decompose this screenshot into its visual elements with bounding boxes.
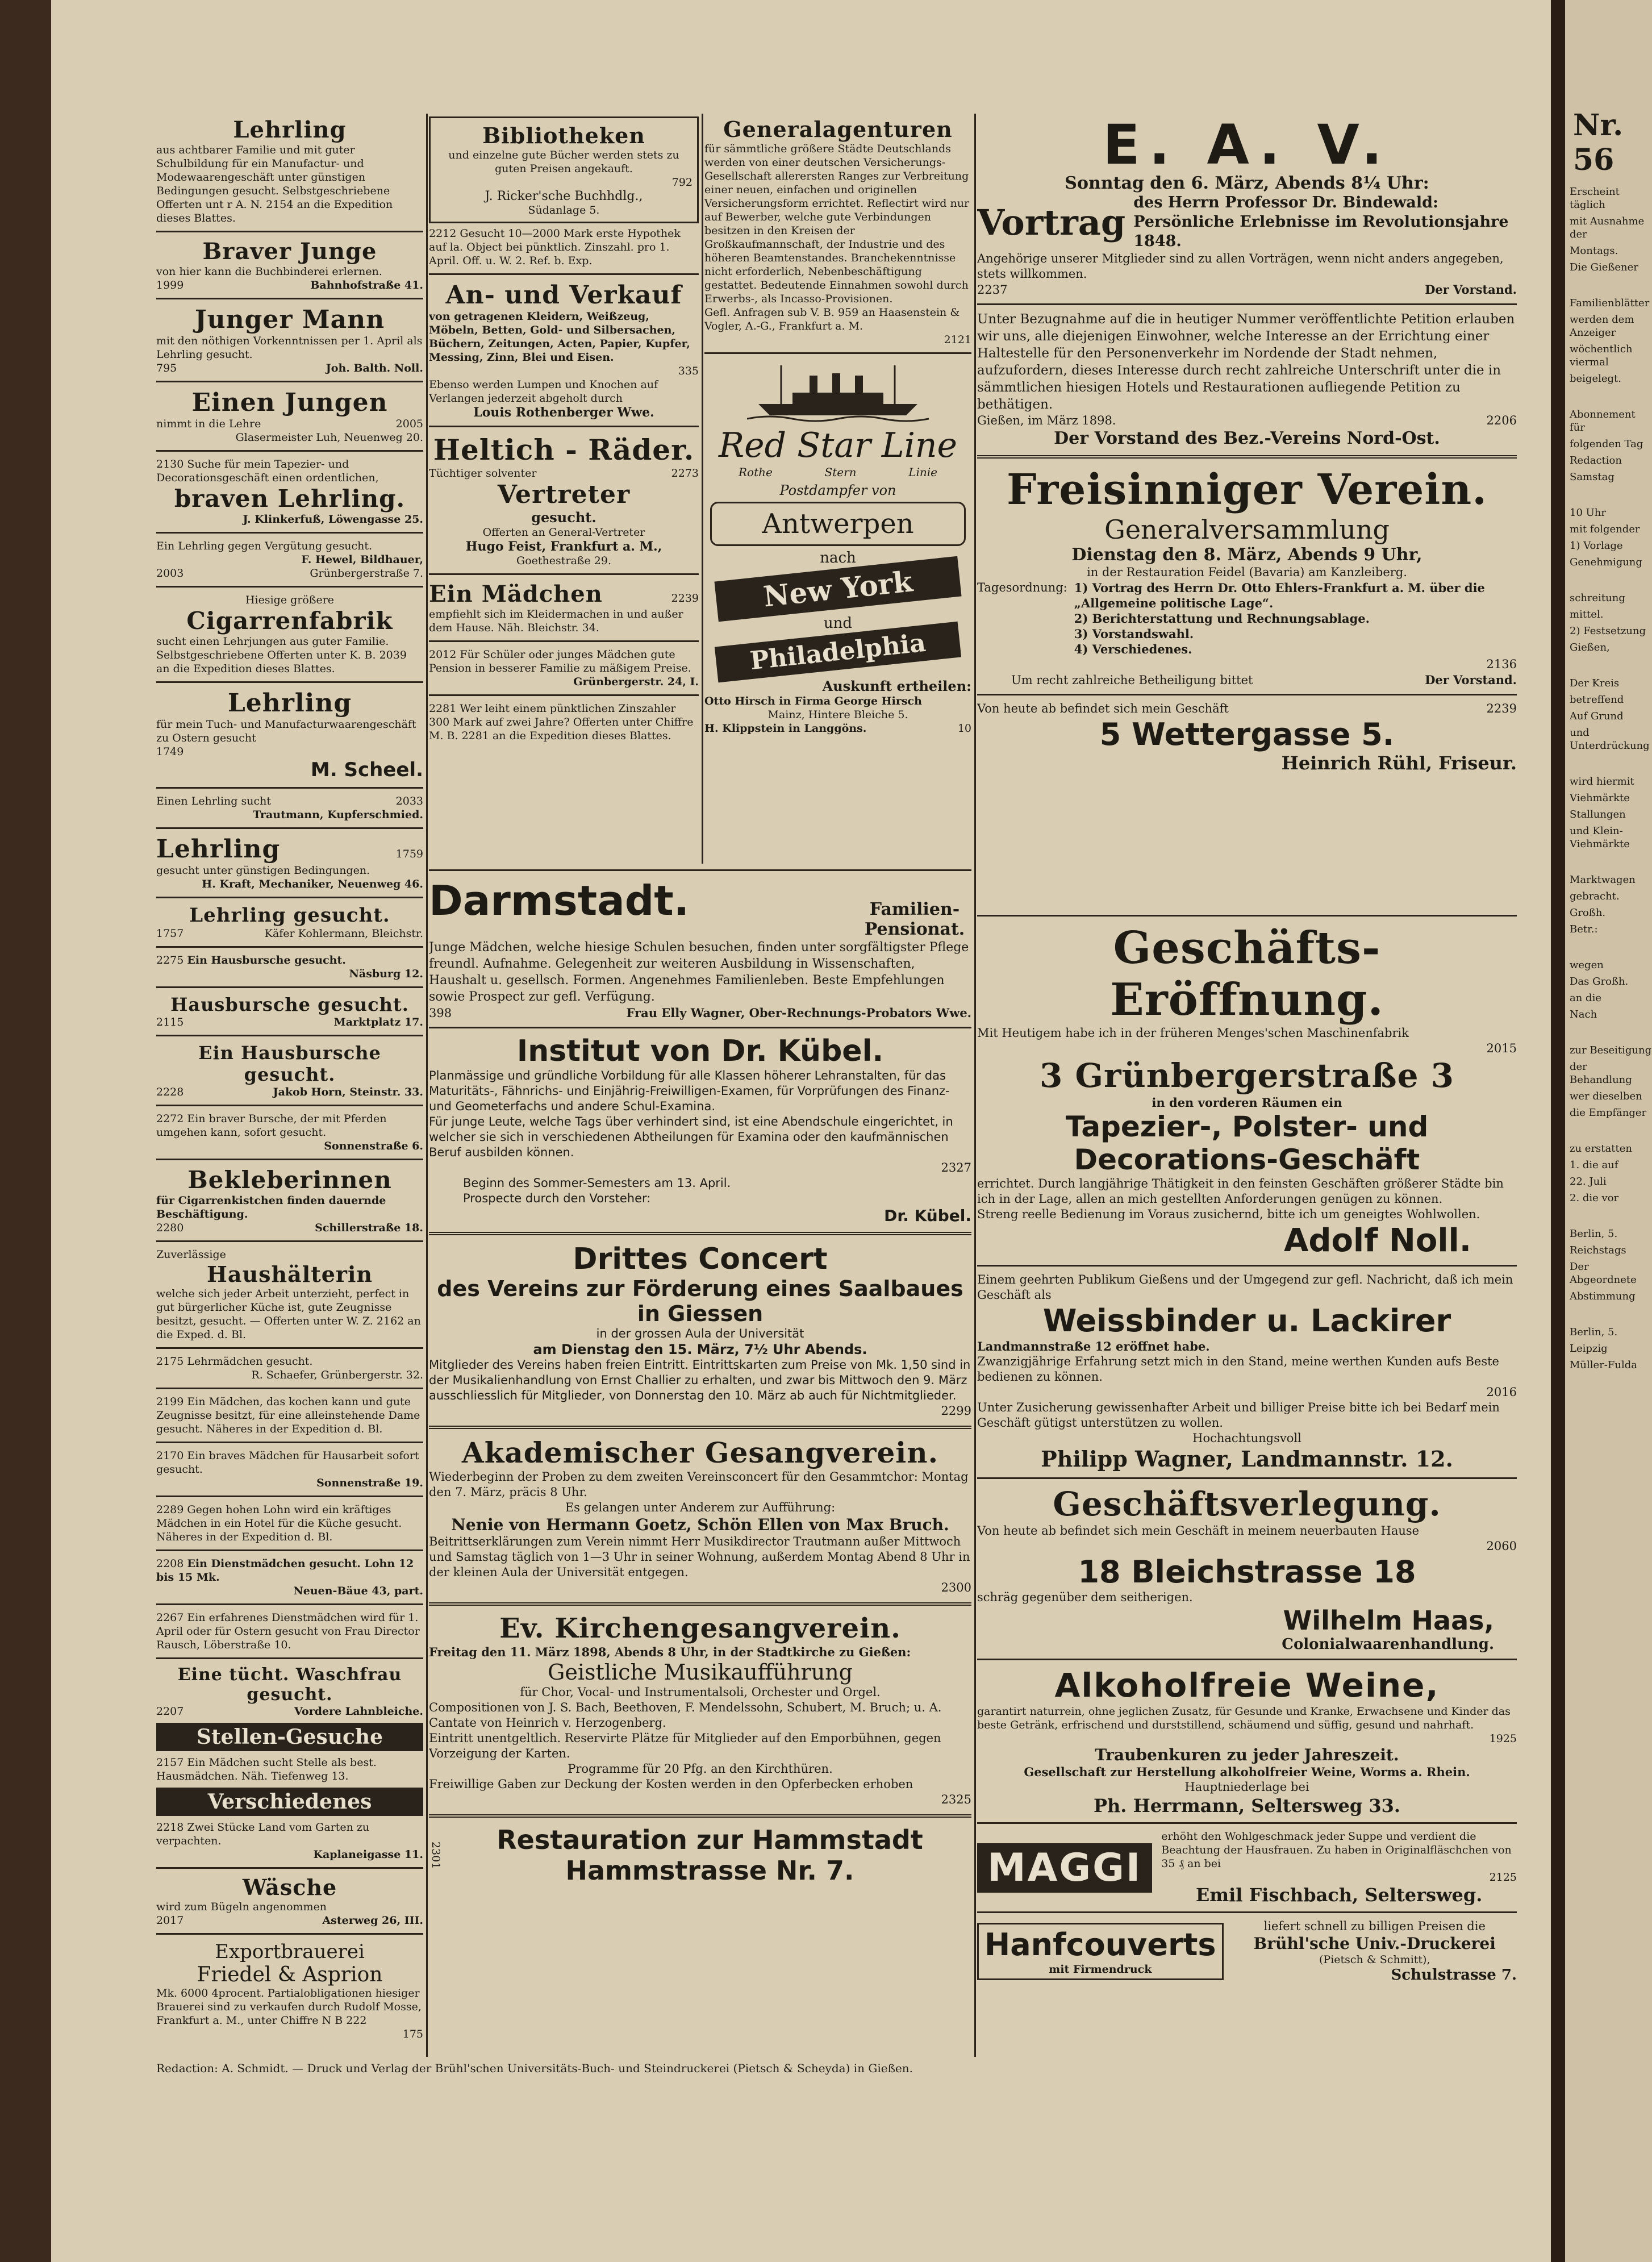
adjacent-page-line: 2) Festsetzung [1570,625,1646,637]
agenda-item: 3) Vorstandswahl. [1074,627,1194,641]
ad-einen-jungen: Einen Jungen nimmt in die Lehre 2005 Glasermeister Luh, Neuenweg 20. [156,388,423,444]
adjacent-page-line: Die Gießener [1570,261,1638,273]
adjacent-page-text [1565,185,1652,1372]
adjacent-page-line: wöchentlich viermal [1570,343,1633,368]
ad-braver-junge: Braver Junge von hier kann die Buchbinderei erlernen. 1999 Bahnhofstraße 41. [156,238,423,291]
hanfcouverts-logo: Hanfcouverts [984,1926,1216,1963]
ad-lehrling: Lehrling aus achtbarer Familie und mit guter Schulbildung für ein Manufactur- und Modewaarengeschäft unter günstigen Bedingungen gesucht. Selbstgeschriebene Offerten unt r A. N. 2154 an die Expedition dieses Blattes. [156,116,393,224]
adjacent-page-line: mit Ausnahme der [1570,215,1645,240]
column-1 [156,116,423,2060]
ad-darlehen: 2281 Wer leiht einem pünktlichen Zinszahler 300 Mark auf zwei Jahre? Offerten unter Chiffre M. B. 2281 an die Expedition dieses Blattes. [429,702,694,742]
ad-maedchen-1: 2199 Ein Mädchen, das kochen kann und gute Zeugnisse besitzt, für eine alleinstehende Dame gesucht. Näheres in der Expedition d. Bl. [156,1395,420,1435]
ad-lehrling-kupfer: Einen Lehrling sucht 2033 Trautmann, Kupferschmied. [156,795,423,821]
ad-maedchen-2: 2170 Ein braves Mädchen für Hausarbeit sofort gesucht. Sonnenstraße 19. [156,1449,423,1489]
adjacent-page-line: Der Kreis [1570,677,1620,689]
ad-institut-kuebel: Institut von Dr. Kübel. Planmässige und gründliche Vorbildung für alle Klassen höherer Lehranstalten, für das Maturitäts-, Fähnrichs- und Einjährig-Freiwilligen-Examen, für Vorprüfungen des Finanz- und Geometerfachs und andere Schul-Examina. Für junge Leute, welche Tags über verhindert sind, ist eine Abendschule eingerichtet, in welcher sie sich in verschiedenen Abtheilungen für Examina oder den kaufmännischen Beruf ausbilden können. 2327 Beginn des Sommer-Semesters am 13. April. Prospecte durch den Vorsteher: Dr. Kübel. [429,1034,971,1225]
ad-hausbursche-1: 2275 Ein Hausbursche gesucht. Näsburg 12. [156,954,423,980]
column-rule [426,114,428,2057]
adjacent-page-line: Auf Grund [1570,710,1624,722]
ad-generalagenturen: Generalagenturen für sämmtliche größere Städte Deutschlands werden von einer deutschen Versicherungs-Gesellschaft allerersten Ranges zur Verbreitung einer neuen, einfachen und originellen Versicherungsform errichtet. Reflectirt wird nur auf Bewerber, welche gute Verbindungen besitzen in den Kreisen der Großkaufmannschaft, der Industrie und des höheren Beamtenstandes. Branchekenntnisse nicht erforderlich, Nebenbeschäftigung gestattet. Bedeutende Einnahmen sowohl durch Erwerbs-, als Incasso-Provisionen. Gefl. Anfragen sub V. B. 959 an Haasenstein & Vogler, A.-G., Frankfurt a. M. 2121 [704,116,971,346]
adjacent-page-line: Berlin, 5. [1570,1228,1618,1240]
adjacent-page-line: Gießen, [1570,641,1610,653]
ad-bursche: 2272 Ein braver Bursche, der mit Pferden umgehen kann, sofort gesucht. Sonnenstraße 6. [156,1113,423,1152]
adjacent-page-line: Großh. [1570,907,1606,919]
ad-lehrmaedchen: 2175 Lehrmädchen gesucht. R. Schaefer, Grünbergerstr. 32. [156,1355,423,1381]
adjacent-page-line: und Unterdrückung [1570,727,1650,752]
adjacent-page-line: und Klein-Viehmärkte [1570,825,1630,850]
ad-kirchengesangverein: Ev. Kirchengesangverein. Freitag den 11. März 1898, Abends 8 Uhr, in der Stadtkirche zu Gießen: Geistliche Musikaufführung für Chor, Vocal- und Instrumentalsoli, Orchester und Orgel. Compositionen von J. S. Bach, Beethoven, F. Mendelssohn, Schubert, M. Bruch; u. A. Cantate von Heinrich v. Herzogenberg. Eintritt unentgeltlich. Reservirte Plätze für Mitglieder auf den Emporbühnen, gegen Vorzeigung der Karten. Programme für 20 Pfg. an den Kirchthüren. Freiwillige Gaben zur Deckung der Kosten werden in den Opferbecken erhoben 2325 [429,1613,971,1806]
adjacent-page-line: mit folgender [1570,523,1640,535]
ad-pension: 2012 Für Schüler oder junges Mädchen gute Pension in besserer Familie zu mäßigem Preise. Grünbergerstr. 24, I. [429,648,699,688]
ad-bibliotheken: Bibliotheken und einzelne gute Bücher werden stets zu guten Preisen angekauft. 792 J. Ricker'sche Buchhdlg., Südanlage 5. [429,116,699,223]
ad-junger-mann: Junger Mann mit den nöthigen Vorkenntnissen per 1. April als Lehrling gesucht. 795 Joh. Balth. Noll. [156,305,423,374]
adjacent-page-line: Viehmärkte [1570,792,1630,804]
ad-wettergasse: Von heute ab befindet sich mein Geschäft 2239 5 Wettergasse 5. Heinrich Rühl, Friseur. [977,702,1517,774]
adjacent-page-line: 1. die auf [1570,1159,1618,1171]
column-3 [704,116,971,867]
adjacent-page-line: Stallungen [1570,809,1626,820]
ad-lehrling-vergütung: Ein Lehrling gegen Vergütung gesucht. F. Hewel, Bildhauer, 2003 Grünbergerstraße 7. [156,540,423,580]
ad-eav: E. A. V. Sonntag den 6. März, Abends 8¼ Uhr: Vortrag des Herrn Professor Dr. Bindewald: Persönliche Erlebnisse im Revolutionsjahre 1848. Angehörige unserer Mitglieder sind zu allen Vorträgen, wenn nicht anders angegeben, stets willkommen. 2237 Der Vorstand. [977,116,1517,297]
ad-lehrling-mechaniker: Lehrling 1759 gesucht unter günstigen Bedingungen. H. Kraft, Mechaniker, Neuenweg 46. [156,835,423,890]
adjacent-page-line: zu erstatten [1570,1143,1632,1155]
agenda-list [1074,580,1517,657]
ad-darmstadt-pensionat: Darmstadt. Familien-Pensionat. Junge Mädchen, welche hiesige Schulen besuchen, finden unter sorgfältigster Pflege freundl. Aufnahme. Gelegenheit zur weiteren Ausbildung in Wissenschaften, Haushalt u. gesellsch. Formen. Angenehmes Familienleben. Beste Empfehlungen sowie Prospect zur gefl. Verfügung. 398 Frau Elly Wagner, Ober-Rechnungs-Probators Wwe. [429,877,971,1020]
adjacent-page-line: wegen [1570,959,1604,971]
adjacent-page-line: 2. die vor [1570,1192,1619,1204]
binding-gutter [1551,0,1565,2262]
adjacent-page-line: Nach [1570,1009,1597,1020]
ad-an-und-verkauf: An- und Verkauf von getragenen Kleidern, Weißzeug, Möbeln, Betten, Gold- und Silbersachen, Büchern, Zeitungen, Acten, Papier, Kupfer, Messing, Zinn, Blei und Eisen. 335 Ebenso werden Lumpen und Knochen auf Verlangen jederzeit abgeholt durch Louis Rothenberger Wwe. [429,281,699,420]
adjacent-page-line: Abstimmung [1570,1290,1636,1302]
adjacent-page-line: der Behandlung [1570,1061,1632,1086]
adjacent-page-line: mittel. [1570,609,1604,620]
adjacent-page-line: Leipzig [1570,1343,1608,1355]
ad-land: 2218 Zwei Stücke Land vom Garten zu verpachten. Kaplaneigasse 11. [156,1821,423,1861]
ad-dienstmaedchen: 2208 Ein Dienstmädchen gesucht. Lohn 12 bis 15 Mk. Neuen-Bäue 43, part. [156,1557,423,1597]
imprint-footer: Redaction: A. Schmidt. — Druck und Verlag der Brühl'schen Universitäts-Buch- und Steindruckerei (Pietsch & Scheyda) in Gießen. [156,2061,913,2075]
adjacent-page-line: Berlin, 5. [1570,1326,1618,1338]
ad-lehrling-tuch: Lehrling für mein Tuch- und Manufacturwaarengeschäft zu Ostern gesucht 1749 M. Scheel. [156,689,423,781]
ad-restauration-hammstadt: 2301 Restauration zur Hammstadt Hammstrasse Nr. 7. [429,1824,923,1886]
ad-geschaeftsverlegung: Geschäftsverlegung. Von heute ab befindet sich mein Geschäft in meinem neuerbauten Hause 2060 18 Bleichstrasse 18 schräg gegenüber dem seitherigen. Wilhelm Haas, Colonialwaarenhandlung. [977,1485,1517,1653]
adjacent-page-line: 1) Vorlage [1570,540,1623,552]
column-rule [974,114,976,2057]
ad-exportbrauerei: Exportbrauerei Friedel & Asprion Mk. 6000 4procent. Partialobligationen hiesiger Brauerei sind zu verkaufen durch Rudolf Mosse, Frankfurt a. M., unter Chiffre N B 222 175 [156,1940,423,2040]
ad-alkoholfreie-weine: Alkoholfreie Weine, garantirt naturrein, ohne jeglichen Zusatz, für Gesunde und Kranke, Erwachsene und Kinder das beste Getränk, erfrischend und durststillend, schäumend und süffig, gesund und nahrhaft. 1925 Traubenkuren zu jeder Jahreszeit. Gesellschaft zur Herstellung alkoholfreier Weine, Worms a. Rhein. Hauptniederlage bei Ph. Herrmann, Seltersweg 33. [977,1666,1517,1817]
ad-hanfcouverts: Hanfcouverts mit Firmendruck liefert schnell zu billigen Preisen die Brühl'sche Univ.-Druckerei (Pietsch & Schmitt), Schulstrasse 7. [977,1919,1517,1984]
ad-haushaelterin: Zuverlässige Haushälterin welche sich jeder Arbeit unterzieht, perfect in gut bürgerlicher Küche ist, gute Zeugnisse besitzt, gesucht. — Offerten unter W. Z. 2162 an die Exped. d. Bl. [156,1248,421,1341]
ad-drittes-concert: Drittes Concert des Vereins zur Förderung eines Saalbaues in Giessen in der grossen Aula der Universität am Dienstag den 15. März, 7½ Uhr Abends. Mitglieder des Vereins haben freien Eintritt. Eintrittskarten zum Preise von Mk. 1,50 sind in der Musikalienhandlung von Ernst Challier zu erhalten, und zwar bis Mittwoch den 9. März ausschliesslich für Mitglieder, von Donnerstag den 10. März ab auch für Nichtmitglieder. 2299 [429,1242,971,1418]
adjacent-page-line: Abonnement für [1570,409,1636,434]
adjacent-page-line: folgenden Tag [1570,438,1643,450]
steamship-icon [747,360,929,422]
ad-cigarrenfabrik: Hiesige größere Cigarrenfabrik sucht einen Lehrjungen aus guter Familie. Selbstgeschriebene Offerten unter K. B. 2039 an die Expedition dieses Blattes. [156,594,407,675]
adjacent-page-line: wird hiermit [1570,776,1634,788]
adjacent-page-line: gebracht. [1570,890,1620,902]
ad-hypothek: 2212 Gesucht 10—2000 Mark erste Hypothek auf la. Object bei pünktlich. Zinszahl. pro 1. April. Off. u. W. 2. Ref. b. Exp. [429,227,681,267]
ad-hausbursche-3: Ein Hausbursche gesucht. 2228 Jakob Horn, Steinstr. 33. [156,1042,423,1098]
ad-ein-maedchen: Ein Mädchen 2239 empfiehlt sich im Kleidermachen in und außer dem Hause. Näh. Bleichstr. 34. [429,581,699,634]
agenda-item: 1) Vortrag des Herrn Dr. Otto Ehlers-Frankfurt a. M. über die „Allgemeine politische Lage“. [1074,581,1485,610]
ad-freisinniger-verein: Freisinniger Verein. Generalversammlung Dienstag den 8. März, Abends 9 Uhr, in der Restauration Feidel (Bavaria) am Kanzleiberg. Tagesordnung: 1) Vortrag des Herrn Dr. Otto Ehlers-Frankfurt a. M. über die „Allgemeine politische Lage“. 2) Berichterstattung und Rechnungsablage. 3) Vorstandswahl. 4) Verschiedenes. 2136 Um recht zahlreiche Betheiligung bittet Der Vorstand. [977,465,1517,687]
adjacent-page-line: Erscheint täglich [1570,186,1620,211]
adjacent-page-line: Marktwagen [1570,874,1636,886]
ad-lehrling-gesucht: Lehrling gesucht. 1757 Käfer Kohlermann, Bleichstr. [156,904,423,940]
adjacent-page-line: Genehmigung [1570,556,1642,568]
adjacent-page-line: an die [1570,992,1601,1004]
column-rule [702,114,703,864]
adjacent-page-header: Nr. 56 [1573,108,1624,177]
adjacent-page-line: Reichstags [1570,1244,1626,1256]
ad-stellengesuch: 2157 Ein Mädchen sucht Stelle als best. Hausmädchen. Näh. Tiefenweg 13. [156,1756,377,1782]
section-stellen-gesuche: Stellen-Gesuche [156,1723,423,1751]
ad-akademischer-gesangverein: Akademischer Gesangverein. Wiederbeginn der Proben zu dem zweiten Vereinsconcert für den Gesammtchor: Montag den 7. März, präcis 8 Uhr. Es gelangen unter Anderem zur Aufführung: Nenie von Hermann Goetz, Schön Ellen von Max Bruch. Beitrittserklärungen zum Verein nimmt Herr Musikdirector Trautmann außer Mittwoch und Samstag täglich von 1—3 Uhr in seiner Wohnung, außerdem Montag Abend 8 Uhr in der kleinen Aula der Universität entgegen. 2300 [429,1436,971,1594]
ad-geschaefts-eroeffnung: Geschäfts-Eröffnung. Mit Heutigem habe ich in der früheren Menges'schen Maschinenfabrik 2015 3 Grünbergerstraße 3 in den vorderen Räumen ein Tapezier-, Polster- und Decorations-Geschäft errichtet. Durch langjährige Thätigkeit in den feinsten Geschäften größerer Städte bin ich in der Lage, allen an mich gestellten Anforderungen genügen zu können. Streng reelle Bedienung im Voraus zusichernd, bitte ich um geneigtes Wohlwollen. Adolf Noll. [977,922,1517,1259]
agenda-item: 4) Verschiedenes. [1074,642,1192,656]
ad-petition: Unter Bezugnahme auf die in heutiger Nummer veröffentlichte Petition erlauben wir uns, alle diejenigen Einwohner, welche Interesse an der Errichtung einer Haltestelle für den Personenverkehr im Nordende der Stadt nehmen, aufzufordern, dieses Interesse durch recht zahlreiche Unterschrift unter die in sämmtlichen hiesigen Hotels und Restaurationen aufliegende Petition zu bethätigen. Gießen, im März 1898. 2206 Der Vorstand des Bez.-Vereins Nord-Ost. [977,312,1517,448]
adjacent-page-line: Montags. [1570,245,1618,257]
maggi-logo: MAGGI [977,1843,1152,1893]
adjacent-page-line: Redaction [1570,455,1622,466]
adjacent-page-line: schreitung [1570,592,1625,604]
adjacent-page-line: zur Beseitigung [1570,1044,1652,1056]
adjacent-page-line: die Empfänger [1570,1107,1647,1119]
ad-waesche: Wäsche wird zum Bügeln angenommen 2017 Asterweg 26, III. [156,1874,423,1927]
adjacent-page-line: beigelegt. [1570,373,1621,385]
wide-section-right [977,909,1517,2057]
adjacent-page-line: Müller-Fulda [1570,1359,1637,1371]
ad-braven-lehrling: 2130 Suche für mein Tapezier- und Decorationsgeschäft einen ordentlichen, braven Lehrling. J. Klinkerfuß, Löwengasse 25. [156,458,423,526]
adjacent-page-line: wer dieselben [1570,1090,1642,1102]
wide-section-left [429,864,971,2057]
ad-red-star-line: Red Star Line Rothe Stern Linie Postdampfer von Antwerpen nach New York und Philadelphia Auskunft ertheilen: Otto Hirsch in Firma George Hirsch Mainz, Hintere Bleiche 5. H. Klippstein in Langgöns. 10 [704,360,971,735]
adjacent-page [1565,0,1652,2262]
adjacent-page-line: Samstag [1570,471,1615,483]
adjacent-page-line: Betr.: [1570,923,1598,935]
ad-hausbursche-2: Hausbursche gesucht. 2115 Marktplatz 17. [156,994,423,1028]
ad-waschfrau: Eine tücht. Waschfrau gesucht. 2207 Vordere Lahnbleiche. [156,1665,423,1718]
adjacent-page-line: Familienblätter [1570,297,1650,309]
ad-bekleberinnen: Bekleberinnen für Cigarrenkistchen finden dauernde Beschäftigung. 2280 Schillerstraße 18. [156,1166,423,1234]
ad-maggi: MAGGI erhöht den Wohlgeschmack jeder Suppe und verdient die Beachtung der Hausfrauen. Zu haben in Originalfläschchen von 35 ₰ an bei 2125 Emil Fischbach, Seltersweg. [977,1830,1517,1906]
adjacent-page-line: betreffend [1570,694,1624,706]
column-4 [977,116,1517,901]
adjacent-page-line: Das Großh. [1570,976,1629,988]
ad-maedchen-3: 2289 Gegen hohen Lohn wird ein kräftiges Mädchen in ein Hotel für die Küche gesucht. Näheres in der Expedition d. Bl. [156,1503,402,1543]
adjacent-page-line: 10 Uhr [1570,507,1606,519]
agenda-item: 2) Berichterstattung und Rechnungsablage. [1074,611,1370,626]
ad-dienstmaedchen-2: 2267 Ein erfahrenes Dienstmädchen wird für 1. April oder für Ostern gesucht von Frau Director Rausch, Löberstraße 10. [156,1611,420,1651]
ad-heltich-raeder: Heltich - Räder. Tüchtiger solventer 2273 Vertreter gesucht. Offerten an General-Vertreter Hugo Feist, Frankfurt a. M., Goethestraße 29. [429,433,699,567]
ad-weissbinder: Einem geehrten Publikum Gießens und der Umgegend zur gefl. Nachricht, daß ich mein Geschäft als Weissbinder u. Lackirer Landmannstraße 12 eröffnet habe. Zwanzigjährige Erfahrung setzt mich in den Stand, meine werthen Kunden aufs Beste bedienen zu können. 2016 Unter Zusicherung gewissenhafter Arbeit und billiger Preise bitte ich bei Bedarf mein Geschäft gütigst unterstützen zu wollen. Hochachtungsvoll Philipp Wagner, Landmannstr. 12. [977,1273,1517,1472]
adjacent-page-line: 22. Juli [1570,1176,1607,1188]
section-verschiedenes: Verschiedenes [156,1788,423,1816]
adjacent-page-line: werden dem Anzeiger [1570,314,1634,339]
adjacent-page-line: Der Abgeordnete [1570,1261,1637,1286]
